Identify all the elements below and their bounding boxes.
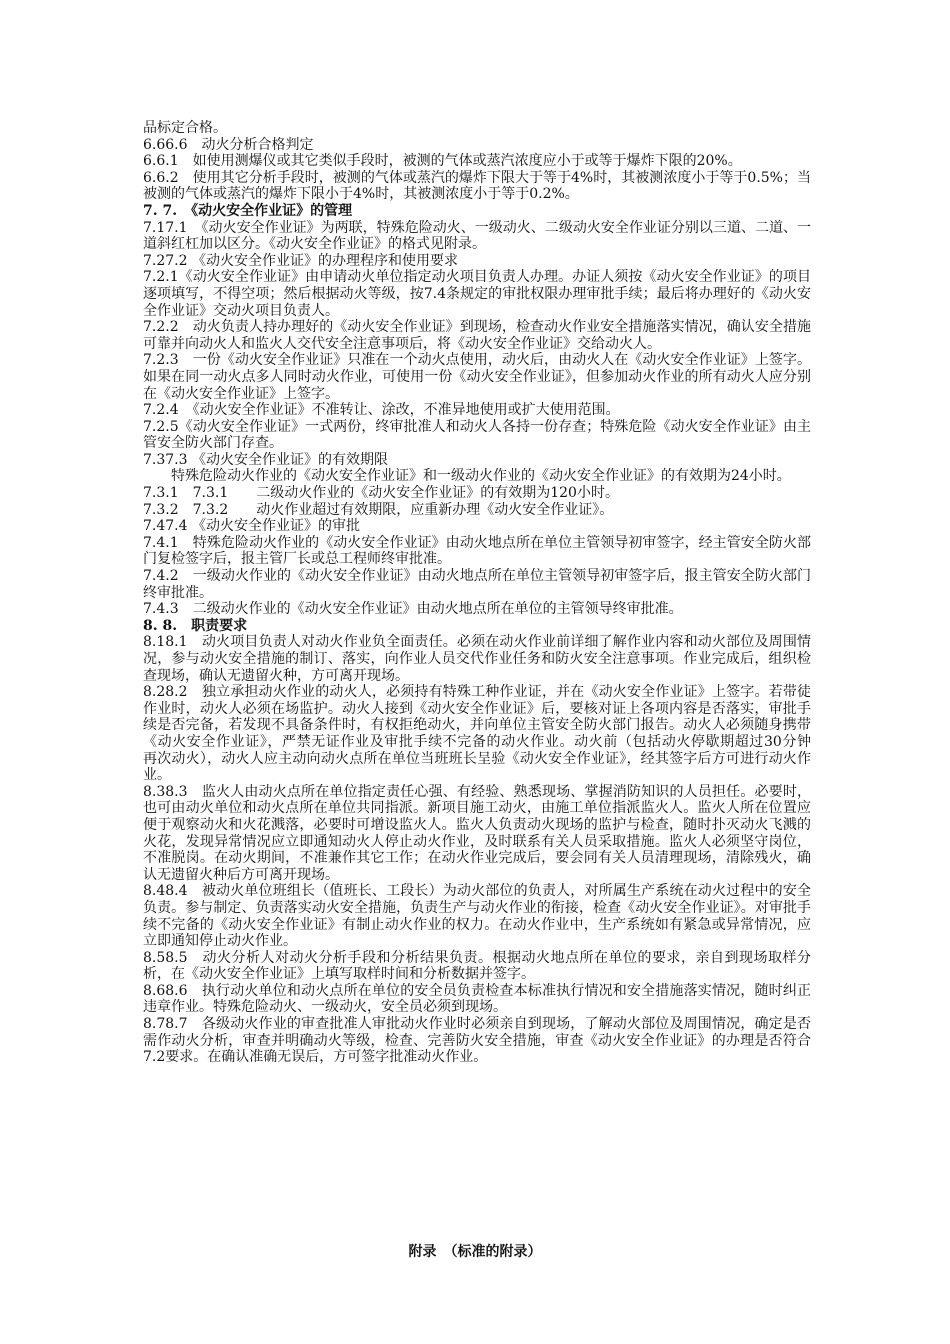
paragraph: 7.4.3 二级动火作业的《动火安全作业证》由动火地点所在单位的主管领导终审批准。 xyxy=(143,601,683,618)
paragraph: 8.48.4 被动火单位班组长（值班长、工段长）为动火部位的负责人，对所属生产系统在动火过程中的安全负责。参与制定、负责落实动火安全措施，负责生产与动火作业的衔接，检查《动火安全作业证》。对审批手续不完备的《动火安全作业证》有制止动火作业的权力。在动火作业中，生产系统如有紧急或异常情况，应立即通知停止动火作业。 xyxy=(143,883,811,950)
paragraph: 7.47.4 《动火安全作业证》的审批 xyxy=(143,518,360,535)
paragraph: 7.27.2 《动火安全作业证》的办理程序和使用要求 xyxy=(143,252,458,269)
paragraph: 7.37.3 《动火安全作业证》的有效期限 xyxy=(143,451,388,468)
paragraph: 6.66.6 动火分析合格判定 xyxy=(143,136,314,153)
paragraph: 7.4.2 一级动火作业的《动火安全作业证》由动火地点所在单位主管领导初审签字后，报主管安全防火部门终审批准。 xyxy=(143,568,811,601)
appendix-title: 附录 （标准的附录） xyxy=(408,1244,542,1260)
paragraph: 6.6.1 如使用测爆仪或其它类似手段时，被测的气体或蒸汽浓度应小于或等于爆炸下限的20%。 xyxy=(143,153,742,170)
paragraph: 7.2.4 《动火安全作业证》不准转让、涂改，不准异地使用或扩大使用范围。 xyxy=(143,402,620,419)
paragraph: 8.38.3 监火人由动火点所在单位指定责任心强、有经验、熟悉现场、掌握消防知识的人员担任。必要时，也可由动火单位和动火点所在单位共同指派。新项目施工动火，由施工单位指派监火人。监火人所在位置应便于观察动火和火花溅落，必要时可增设监火人。监火人负责动火现场的监护与检查，随时扑灭动火飞溅的火花，发现异常情况应立即通知动火人停止动火作业，及时联系有关人员采取措施。监火人必须坚守岗位，不准脱岗。在动火期间，不准兼作其它工作；在动火作业完成后，要会同有关人员清理现场，清除残火，确认无遗留火种后方可离开现场。 xyxy=(143,783,811,883)
document-body xyxy=(143,120,825,1066)
paragraph: 8.58.5 动火分析人对动火分析手段和分析结果负责。根据动火地点所在单位的要求，亲自到现场取样分析，在《动火安全作业证》上填写取样时间和分析数据并签字。 xyxy=(143,949,811,983)
paragraph: 8.28.2 独立承担动火作业的动火人，必须持有特殊工种作业证，并在《动火安全作业证》上签字。若带徒作业时，动火人必须在场监护。动火人接到《动火安全作业证》后，要核对证上各项内容是否落实，审批手续是否完备，若发现不具备条件时，有权拒绝动火，并向单位主管安全防火部门报告。动火人必须随身携带《动火安全作业证》，严禁无证作业及审批手续不完备的动火作业。动火前（包括动火停歇期超过30分钟 再次动火），动火人应主动向动火点所在单位当班班长呈验《动火安全作业证》，经其签字后方可进行动火作业。 xyxy=(143,684,825,784)
paragraph: 7.4.1 特殊危险动火作业的《动火安全作业证》由动火地点所在单位主管领导初审签字，经主管安全防火部门复检签字后，报主管厂长或总工程师终审批准。 xyxy=(143,534,811,568)
paragraph: 7.3.2 7.3.2 动火作业超过有效期限，应重新办理《动火安全作业证》。 xyxy=(143,501,614,518)
section-heading: 8. 8. 职责要求 xyxy=(143,617,248,634)
paragraph: 7.3.1 7.3.1 二级动火作业的《动火安全作业证》的有效期为120小时。 xyxy=(143,485,619,502)
paragraph: 7.2.3 一份《动火安全作业证》只准在一个动火点使用，动火后，由动火人在《动火安全作业证》上签字。如果在同一动火点多人同时动火作业，可使用一份《动火安全作业证》，但参加动火作业的所有动火人应分别在《动火安全作业证》上签字。 xyxy=(143,352,811,402)
paragraph: 7.17.1 《动火安全作业证》为两联，特殊危险动火、一级动火、二级动火安全作业证分别以三道、二道、一道斜红杠加以区分。《动火安全作业证》的格式见附录。 xyxy=(143,219,811,253)
paragraph: 7.2.1《动火安全作业证》由申请动火单位指定动火项目负责人办理。办证人须按《动火安全作业证》的项目逐项填写，不得空项；然后根据动火等级，按7.4条规定的审批权限办理审批手续；最后将办理好的《动火安全作业证》交动火项目负责人。 xyxy=(143,269,811,319)
paragraph: 7.2.2 动火负责人持办理好的《动火安全作业证》到现场，检查动火作业安全措施落实情况，确认安全措施可靠并向动火人和监火人交代安全注意事项后，将《动火安全作业证》交给动火人。 xyxy=(143,319,811,352)
paragraph: 8.78.7 各级动火作业的审查批准人审批动火作业时必须亲自到现场，了解动火部位及周围情况，确定是否需作动火分析，审查并明确动火等级，检查、完善防火安全措施，审查《动火安全作业证》的办理是否符合7.2要求。在确认准确无误后，方可签字批准动火作业。 xyxy=(143,1016,811,1066)
paragraph: 6.6.2 使用其它分析手段时，被测的气体或蒸汽的爆炸下限大于等于4%时，其被测浓度小于等于0.5%；当被测的气体或蒸汽的爆炸下限小于4%时，其被测浓度小于等于0.2%。 xyxy=(143,169,811,203)
paragraph: 7.2.5《动火安全作业证》一式两份，终审批准人和动火人各持一份存查；特殊危险《动火安全作业证》由主管安全防火部门存查。 xyxy=(143,418,811,452)
paragraph: 品标定合格。 xyxy=(143,120,227,136)
section-heading: 7. 7. 《动火安全作业证》的管理 xyxy=(143,202,353,219)
paragraph: 特殊危险动火作业的《动火安全作业证》和一级动火作业的《动火安全作业证》的有效期为24小时。 xyxy=(171,468,791,485)
paragraph: 8.18.1 动火项目负责人对动火作业负全面责任。必须在动火作业前详细了解作业内容和动火部位及周围情况，参与动火安全措施的制订、落实，向作业人员交代作业任务和防火安全注意事项。作业完成后，组织检查现场，确认无遗留火种，方可离开现场。 xyxy=(143,634,811,684)
paragraph: 8.68.6 执行动火单位和动火点所在单位的安全员负责检查本标准执行情况和安全措施落实情况，随时纠正违章作业。特殊危险动火、一级动火，安全员必须到现场。 xyxy=(143,982,811,1016)
